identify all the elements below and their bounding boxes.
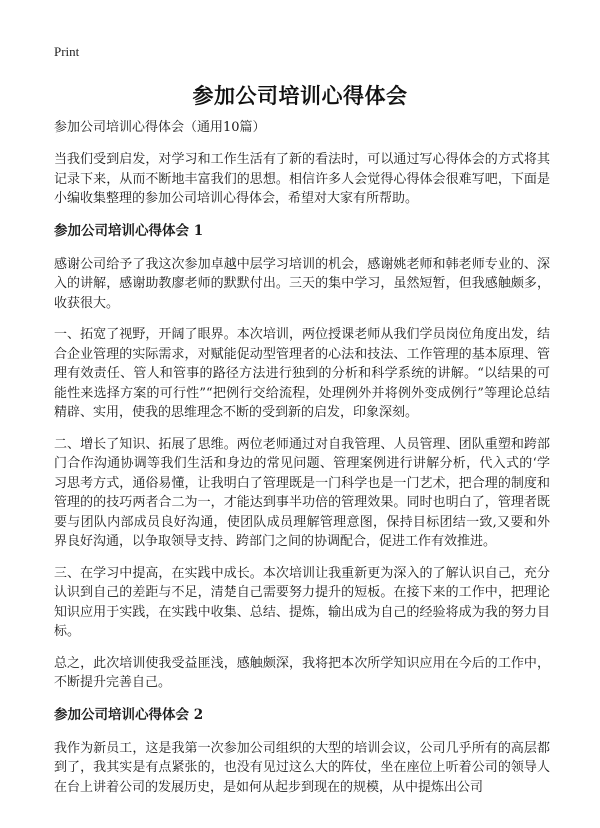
body-paragraph: 二、增长了知识、拓展了思维。两位老师通过对自我管理、人员管理、团队重塑和跨部门合作沟通协调等我们生活和身边的常见问题、管理案例进行讲解分析，代入式的‘学习思考方式，通俗易懂，让我明白了管理既是一门科学也是一门艺术，把合理的制度和管理的的技巧两者合二为一，才能达到事半功倍的管理效果。同时也明白了，管理者既要与团队内部成员良好沟通，使团队成员理解管理意图，保持目标团结一致,又要和外界良好沟通，以争取领导支持、跨部门之间的协调配合，促进工作有效推进。 — [54, 436, 550, 549]
body-paragraph: 一、拓宽了视野，开阔了眼界。本次培训，两位授课老师从我们学员岗位角度出发，结合企业管理的实际需求，对赋能促动型管理者的心法和技法、工作管理的基本原理、管理有效责任、管人和管事的路径方法进行独到的分析和科学系统的讲解。“以结果的可能性来选择方案的可行性”“把例行交给流程，处理例外并将例外变成例行”等理论总结精辟、实用，使我的思维理念不断的受到新的启发，印象深刻。 — [54, 327, 550, 420]
document-subtitle: 参加公司培训心得体会（通用10篇） — [54, 120, 266, 135]
print-link[interactable]: Print — [54, 44, 80, 59]
section-heading: 参加公司培训心得体会 1 — [54, 222, 204, 239]
document-title: 参加公司培训心得体会 — [192, 84, 408, 108]
body-paragraph: 三、在学习中提高，在实践中成长。本次培训让我重新更为深入的了解认识自己，充分认识到自己的差距与不足，清楚自己需要努力提升的短板。在接下来的工作中，把理论知识应用于实践，在实践中收集、总结、提炼，输出成为自己的经验将成为我的努力目标。 — [54, 565, 550, 639]
intro-paragraph: 当我们受到启发，对学习和工作生活有了新的看法时，可以通过写心得体会的方式将其记录下来，从而不断地丰富我们的思想。相信许多人会觉得心得体会很难写吧，下面是小编收集整理的参加公司培训心得体会，希望对大家有所帮助。 — [54, 152, 550, 206]
document-body — [54, 118, 550, 809]
body-paragraph: 总之，此次培训使我受益匪浅，感触颇深，我将把本次所学知识应用在今后的工作中，不断提升完善自己。 — [54, 655, 550, 690]
body-paragraph: 我作为新员工，这是我第一次参加公司组织的大型的培训会议，公司几乎所有的高层都到了，我其实是有点紧张的，也没有见过这么大的阵仗，坐在座位上听着公司的领导人在台上讲着公司的发展历史，是如何从起步到现在的规模，从中提炼出公司 — [54, 740, 550, 795]
body-paragraph: 感谢公司给予了我这次参加卓越中层学习培训的机会，感谢姚老师和韩老师专业的、深入的讲解，感谢助教廖老师的默默付出。三天的集中学习，虽然短暂，但我感触颇多，收获很大。 — [54, 256, 550, 311]
section-heading: 参加公司培训心得体会 2 — [54, 706, 204, 723]
